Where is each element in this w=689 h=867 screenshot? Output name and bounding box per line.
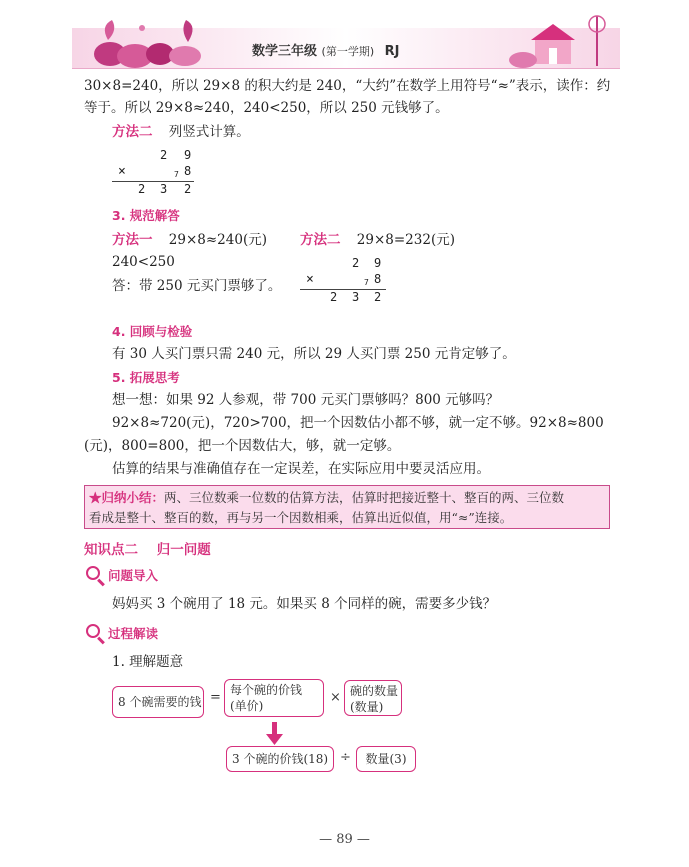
section4-heading: 4. 回顾与检验: [112, 324, 193, 339]
section3-m1-text: 29×8≈240(元): [168, 232, 267, 248]
process-step1: 1. 理解题意: [112, 654, 184, 670]
section3-m2-label: 方法二: [300, 232, 341, 248]
section5-line1: 想一想：如果 92 人参观，带 700 元买门票够吗？800 元够吗？: [112, 392, 500, 408]
vertical1-top-ones: 9: [184, 148, 192, 162]
section3-m1-line2: 240<250: [112, 254, 175, 270]
vertical2-times: ×: [306, 272, 314, 287]
diagram-box-3-bowls: 3 个碗的价钱(18): [226, 746, 334, 772]
diagram-times: ×: [330, 690, 341, 705]
vertical1-rule: [112, 181, 194, 182]
vertical1-result-h: 2: [138, 182, 146, 196]
vertical1-result-t: 3: [160, 182, 168, 196]
vertical2-result-h: 2: [330, 290, 338, 304]
vertical1-result-o: 2: [184, 182, 192, 196]
flower-decoration-left: [80, 10, 220, 72]
diagram-box-quantity: 碗的数量 (数量): [344, 680, 402, 716]
diagram-box-unit-price: 每个碗的价钱 (单价): [224, 679, 324, 717]
knowledge2-label: 知识点二: [84, 542, 138, 558]
diagram-divide: ÷: [340, 750, 351, 765]
header-title: 数学三年级 (第一学期) RJ: [252, 44, 400, 59]
diagram-box-count: 数量(3): [356, 746, 416, 772]
vertical1-carry: 7: [174, 170, 179, 179]
summary-line-1: ★归纳小结：两、三位数乘一位数的估算方法，估算时把接近整十、整百的两、三位数: [89, 490, 565, 505]
method2-text: 列竖式计算。: [168, 124, 250, 140]
section3-m2-text: 29×8=232(元): [356, 232, 455, 248]
section3-heading: 3. 规范解答: [112, 208, 180, 223]
section3-m1-label: 方法一: [112, 232, 153, 248]
house-decoration-right: [505, 10, 620, 72]
section5-line2: 92×8≈720(元)，720>700，把一个因数估小都不够，就一定不够。92×8≈800: [112, 415, 604, 431]
section3-m1-line3: 答：带 250 元买门票够了。: [112, 278, 282, 294]
diagram-box-total: 8 个碗需要的钱: [112, 686, 204, 718]
diagram-equals: =: [210, 690, 221, 705]
intro-line-2: 等于。所以 29×8≈240，240<250，所以 250 元钱够了。: [84, 100, 449, 116]
vertical2-top-tens: 2: [352, 256, 360, 270]
section5-line4: 估算的结果与准确值存在一定误差，在实际应用中要灵活应用。: [112, 461, 490, 477]
magnifier-handle: [97, 579, 105, 587]
method2-label: 方法二: [112, 124, 153, 140]
arrow-down-icon: [265, 722, 285, 746]
magnifier-handle: [97, 637, 105, 645]
summary-label: ★归纳小结：: [89, 490, 165, 505]
section4-text: 有 30 人买门票只需 240 元，所以 29 人买门票 250 元肯定够了。: [112, 346, 516, 362]
vertical1-top-tens: 2: [160, 148, 168, 162]
section3-m2-row: [300, 230, 455, 250]
question-intro-heading: 问题导入: [108, 568, 159, 583]
section3-m1-row: [112, 230, 267, 250]
section5-heading: 5. 拓展思考: [112, 370, 180, 385]
question-intro-text: 妈妈买 3 个碗用了 18 元。如果买 8 个同样的碗，需要多少钱？: [112, 596, 497, 612]
vertical2-result-t: 3: [352, 290, 360, 304]
summary-box: [84, 485, 610, 529]
intro-line-1: 30×8=240，所以 29×8 的积大约是 240，“大约”在数学上用符号“≈”表示，读作：约: [84, 78, 611, 94]
method2-row: [112, 122, 250, 142]
vertical1-bottom: 8: [184, 164, 192, 178]
vertical2-top-ones: 9: [374, 256, 382, 270]
page-number: — 89 —: [319, 832, 370, 847]
process-heading: 过程解读: [108, 626, 159, 641]
knowledge2-title: 归一问题: [156, 542, 211, 558]
magnifier-icon: [86, 624, 100, 638]
knowledge2-heading: [84, 538, 211, 558]
magnifier-icon: [86, 566, 100, 580]
section5-line3: (元)，800=800，把一个因数估大，够，就一定够。: [84, 438, 401, 454]
vertical2-carry: 7: [364, 278, 369, 287]
vertical2-result-o: 2: [374, 290, 382, 304]
vertical2-bottom: 8: [374, 272, 382, 286]
summary-line-2: 看成是整十、整百的数，再与另一个因数相乘，估算出近似值，用“≈”连接。: [89, 510, 513, 525]
vertical1-times: ×: [118, 164, 126, 179]
